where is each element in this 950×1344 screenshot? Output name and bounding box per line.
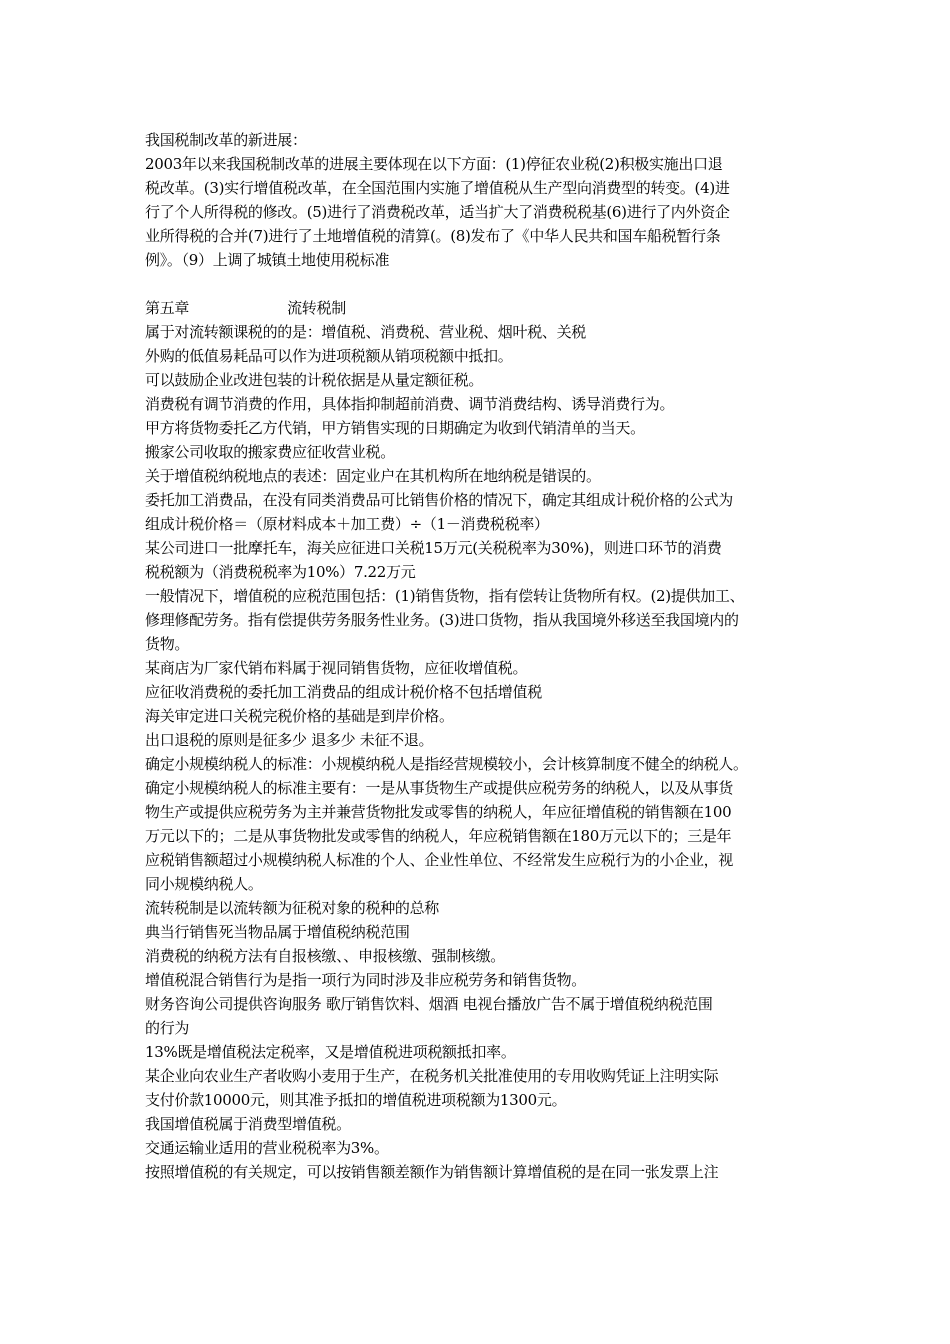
paragraph-line: 某企业向农业生产者收购小麦用于生产，在税务机关批准使用的专用收购凭证上注明实际 [145,1067,719,1085]
paragraph-line: 某商店为厂家代销布料属于视同销售货物，应征收增值税。 [145,659,528,677]
chapter-number: 第五章 [145,299,190,317]
document-body [145,128,815,1184]
paragraph-line: 行了个人所得税的修改。(5)进行了消费税改革，适当扩大了消费税税基(6)进行了内外资企 [145,203,730,221]
paragraph-line: 物生产或提供应税劳务为主并兼营货物批发或零售的纳税人，年应征增值税的销售额在100 [145,803,732,821]
paragraph-line: 例》。（9）上调了城镇土地使用税标准 [145,251,390,269]
paragraph-line: 典当行销售死当物品属于增值税纳税范围 [145,923,410,941]
paragraph-line: 可以鼓励企业改进包装的计税依据是从量定额征税。 [145,371,484,389]
paragraph-line: 确定小规模纳税人的标准主要有：一是从事货物生产或提供应税劳务的纳税人，以及从事货 [145,779,734,797]
paragraph-line: 甲方将货物委托乙方代销，甲方销售实现的日期确定为收到代销清单的当天。 [145,419,645,437]
paragraph-line: 财务咨询公司提供咨询服务 歌厅销售饮料、烟酒 电视台播放广告不属于增值税纳税范围 [145,995,713,1013]
paragraph-line: 关于增值税纳税地点的表述：固定业户在其机构所在地纳税是错误的。 [145,467,601,485]
paragraph-line: 应征收消费税的委托加工消费品的组成计税价格不包括增值税 [145,683,542,701]
chapter-title: 流转税制 [287,299,346,317]
paragraph-line: 同小规模纳税人。 [145,875,263,893]
paragraph-line: 支付价款10000元，则其准予抵扣的增值税进项税额为1300元。 [145,1091,567,1109]
chapter-heading [145,296,815,320]
paragraph-line: 属于对流转额课税的的是：增值税、消费税、营业税、烟叶税、关税 [145,323,587,341]
paragraph-line: 委托加工消费品，在没有同类消费品可比销售价格的情况下，确定其组成计税价格的公式为 [145,491,734,509]
paragraph-line: 消费税的纳税方法有自报核缴、、申报核缴、强制核缴。 [145,947,506,965]
paragraph-line: 某公司进口一批摩托车，海关应征进口关税15万元(关税税率为30%)，则进口环节的消费 [145,539,722,557]
paragraph-line: 业所得税的合并(7)进行了土地增值税的清算(。(8)发布了《中华人民共和国车船税暂行条 [145,227,721,245]
paragraph-line: 按照增值税的有关规定，可以按销售额差额作为销售额计算增值税的是在同一张发票上注 [145,1163,719,1181]
paragraph-line: 确定小规模纳税人的标准：小规模纳税人是指经营规模较小，会计核算制度不健全的纳税人。 [145,755,748,773]
section-heading: 我国税制改革的新进展： [145,131,307,149]
paragraph-line: 增值税混合销售行为是指一项行为同时涉及非应税劳务和销售货物。 [145,971,587,989]
paragraph-line: 税改革。(3)实行增值税改革，在全国范围内实施了增值税从生产型向消费型的转变。(4)进 [145,179,730,197]
paragraph-line: 消费税有调节消费的作用，具体指抑制超前消费、调节消费结构、诱导消费行为。 [145,395,675,413]
paragraph-line: 出口退税的原则是征多少 退多少 未征不退。 [145,731,434,749]
paragraph-line: 海关审定进口关税完税价格的基础是到岸价格。 [145,707,454,725]
paragraph-line: 货物。 [145,635,190,653]
paragraph-line: 税税额为（消费税税率为10%）7.22万元 [145,563,416,581]
paragraph-line: 交通运输业适用的营业税税率为3%。 [145,1139,389,1157]
paragraph-line: 2003年以来我国税制改革的进展主要体现在以下方面：(1)停征农业税(2)积极实施出口退 [145,155,723,173]
paragraph-line: 修理修配劳务。指有偿提供劳务服务性业务。(3)进口货物，指从我国境外移送至我国境内的 [145,611,739,629]
paragraph-line: 应税销售额超过小规模纳税人标准的个人、企业性单位、不经常发生应税行为的小企业，视 [145,851,734,869]
paragraph-line: 一般情况下，增值税的应税范围包括：(1)销售货物，指有偿转让货物所有权。(2)提供加工、 [145,587,745,605]
paragraph-line: 搬家公司收取的搬家费应征收营业税。 [145,443,395,461]
blank-line [145,272,815,296]
paragraph-line: 外购的低值易耗品可以作为进项税额从销项税额中抵扣。 [145,347,513,365]
paragraph-line: 的行为 [145,1019,190,1037]
paragraph-line: 组成计税价格＝（原材料成本＋加工费）÷（1－消费税税率） [145,515,549,533]
paragraph-line: 万元以下的；二是从事货物批发或零售的纳税人，年应税销售额在180万元以下的；三是年 [145,827,732,845]
paragraph-line: 13%既是增值税法定税率，又是增值税进项税额抵扣率。 [145,1043,516,1061]
paragraph-line: 流转税制是以流转额为征税对象的税种的总称 [145,899,440,917]
paragraph-line: 我国增值税属于消费型增值税。 [145,1115,351,1133]
